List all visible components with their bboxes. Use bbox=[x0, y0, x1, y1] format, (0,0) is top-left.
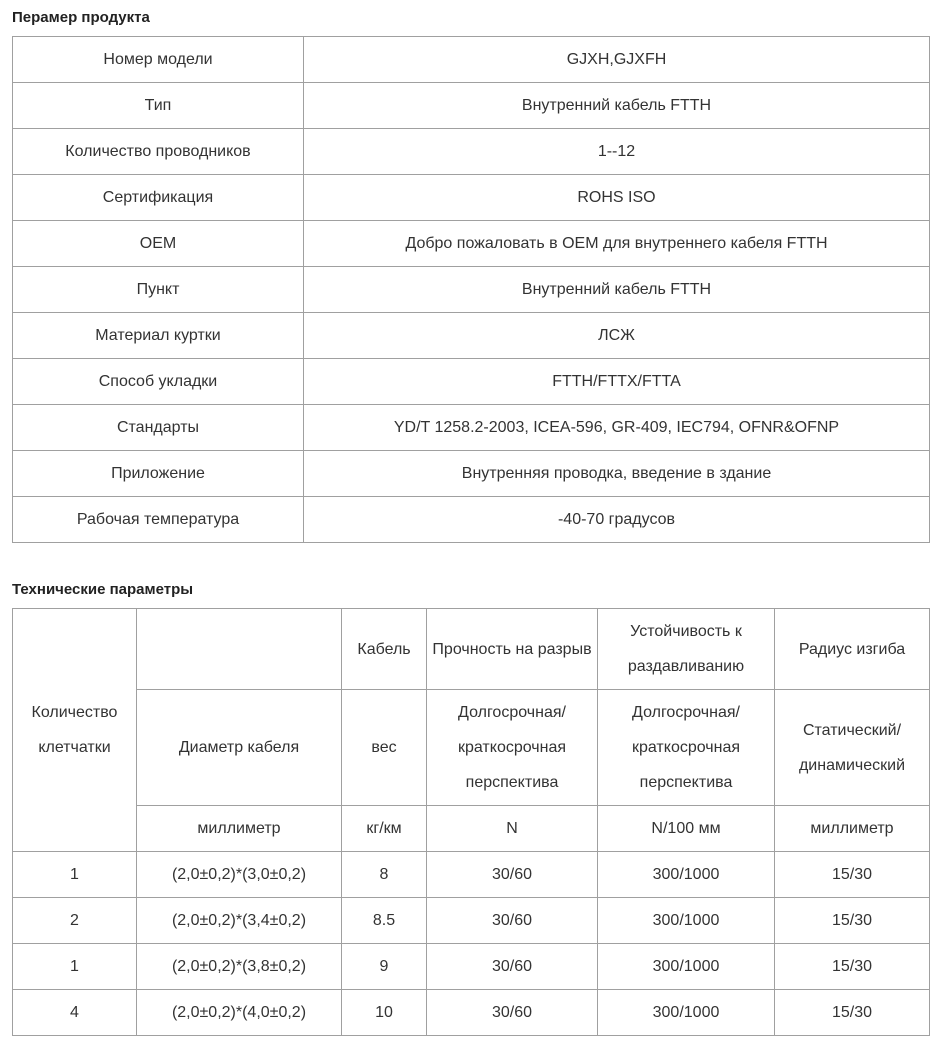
unit-crush: N/100 мм bbox=[598, 806, 775, 852]
product-parameters-table bbox=[12, 36, 930, 543]
table-row bbox=[13, 267, 930, 313]
unit-bend: миллиметр bbox=[775, 806, 930, 852]
cell-crush: 300/1000 bbox=[598, 944, 775, 990]
param-label: Сертификация bbox=[13, 175, 304, 221]
param-label: OEM bbox=[13, 221, 304, 267]
header-diameter: Диаметр кабеля bbox=[137, 690, 342, 806]
param-value: 1--12 bbox=[304, 129, 930, 175]
product-parameters-title: Перамер продукта bbox=[12, 9, 150, 26]
cell-diameter: (2,0±0,2)*(3,4±0,2) bbox=[137, 898, 342, 944]
param-label: Приложение bbox=[13, 451, 304, 497]
cell-weight: 9 bbox=[342, 944, 427, 990]
param-label: Количество проводников bbox=[13, 129, 304, 175]
param-value: FTTH/FTTX/FTTA bbox=[304, 359, 930, 405]
header-row bbox=[13, 609, 930, 690]
table-row bbox=[13, 221, 930, 267]
cell-bend: 15/30 bbox=[775, 852, 930, 898]
table-row bbox=[13, 852, 930, 898]
header-cable: Кабель bbox=[342, 609, 427, 690]
cell-tensile: 30/60 bbox=[427, 898, 598, 944]
header-weight: вес bbox=[342, 690, 427, 806]
param-label: Номер модели bbox=[13, 37, 304, 83]
param-value: Внутренний кабель FTTH bbox=[304, 267, 930, 313]
param-value: Внутренний кабель FTTH bbox=[304, 83, 930, 129]
cell-crush: 300/1000 bbox=[598, 852, 775, 898]
table-row bbox=[13, 37, 930, 83]
units-row bbox=[13, 806, 930, 852]
cell-tensile: 30/60 bbox=[427, 990, 598, 1036]
cell-tensile: 30/60 bbox=[427, 852, 598, 898]
table-row bbox=[13, 405, 930, 451]
table-row bbox=[13, 83, 930, 129]
header-row bbox=[13, 690, 930, 806]
param-label: Тип bbox=[13, 83, 304, 129]
cell-fibers: 1 bbox=[13, 944, 137, 990]
cell-bend: 15/30 bbox=[775, 990, 930, 1036]
table-row bbox=[13, 898, 930, 944]
param-value: Добро пожаловать в OEM для внутреннего кабеля FTTH bbox=[304, 221, 930, 267]
table-row bbox=[13, 175, 930, 221]
param-value: ЛСЖ bbox=[304, 313, 930, 359]
cell-fibers: 2 bbox=[13, 898, 137, 944]
technical-parameters-title: Технические параметры bbox=[12, 581, 194, 598]
cell-tensile: 30/60 bbox=[427, 944, 598, 990]
param-label: Способ укладки bbox=[13, 359, 304, 405]
cell-weight: 8.5 bbox=[342, 898, 427, 944]
param-label: Стандарты bbox=[13, 405, 304, 451]
cell-diameter: (2,0±0,2)*(3,8±0,2) bbox=[137, 944, 342, 990]
table-row bbox=[13, 313, 930, 359]
table-row bbox=[13, 359, 930, 405]
header-empty-cell bbox=[137, 609, 342, 690]
header-bend-sub: Статический/ динамический bbox=[775, 690, 930, 806]
param-value: ROHS ISO bbox=[304, 175, 930, 221]
header-crush-sub: Долгосрочная/ краткосрочная перспектива bbox=[598, 690, 775, 806]
cell-crush: 300/1000 bbox=[598, 990, 775, 1036]
param-value: -40-70 градусов bbox=[304, 497, 930, 543]
cell-weight: 8 bbox=[342, 852, 427, 898]
table-row bbox=[13, 497, 930, 543]
header-crush: Устойчивость к раздавливанию bbox=[598, 609, 775, 690]
table-row bbox=[13, 129, 930, 175]
cell-crush: 300/1000 bbox=[598, 898, 775, 944]
param-value: YD/T 1258.2-2003, ICEA-596, GR-409, IEC794, OFNR&OFNP bbox=[304, 405, 930, 451]
cell-weight: 10 bbox=[342, 990, 427, 1036]
header-bend: Радиус изгиба bbox=[775, 609, 930, 690]
unit-tensile: N bbox=[427, 806, 598, 852]
table-row bbox=[13, 944, 930, 990]
header-tensile-sub: Долгосрочная/ краткосрочная перспектива bbox=[427, 690, 598, 806]
cell-fibers: 4 bbox=[13, 990, 137, 1036]
unit-weight: кг/км bbox=[342, 806, 427, 852]
unit-diameter: миллиметр bbox=[137, 806, 342, 852]
table-row bbox=[13, 451, 930, 497]
cell-bend: 15/30 bbox=[775, 898, 930, 944]
cell-bend: 15/30 bbox=[775, 944, 930, 990]
param-label: Материал куртки bbox=[13, 313, 304, 359]
param-value: GJXH,GJXFH bbox=[304, 37, 930, 83]
cell-diameter: (2,0±0,2)*(3,0±0,2) bbox=[137, 852, 342, 898]
technical-parameters-table bbox=[12, 608, 930, 1036]
param-label: Рабочая температура bbox=[13, 497, 304, 543]
param-label: Пункт bbox=[13, 267, 304, 313]
cell-diameter: (2,0±0,2)*(4,0±0,2) bbox=[137, 990, 342, 1036]
table-row bbox=[13, 990, 930, 1036]
param-value: Внутренняя проводка, введение в здание bbox=[304, 451, 930, 497]
cell-fibers: 1 bbox=[13, 852, 137, 898]
header-fiber-count: Количество клетчатки bbox=[13, 609, 137, 852]
header-tensile: Прочность на разрыв bbox=[427, 609, 598, 690]
